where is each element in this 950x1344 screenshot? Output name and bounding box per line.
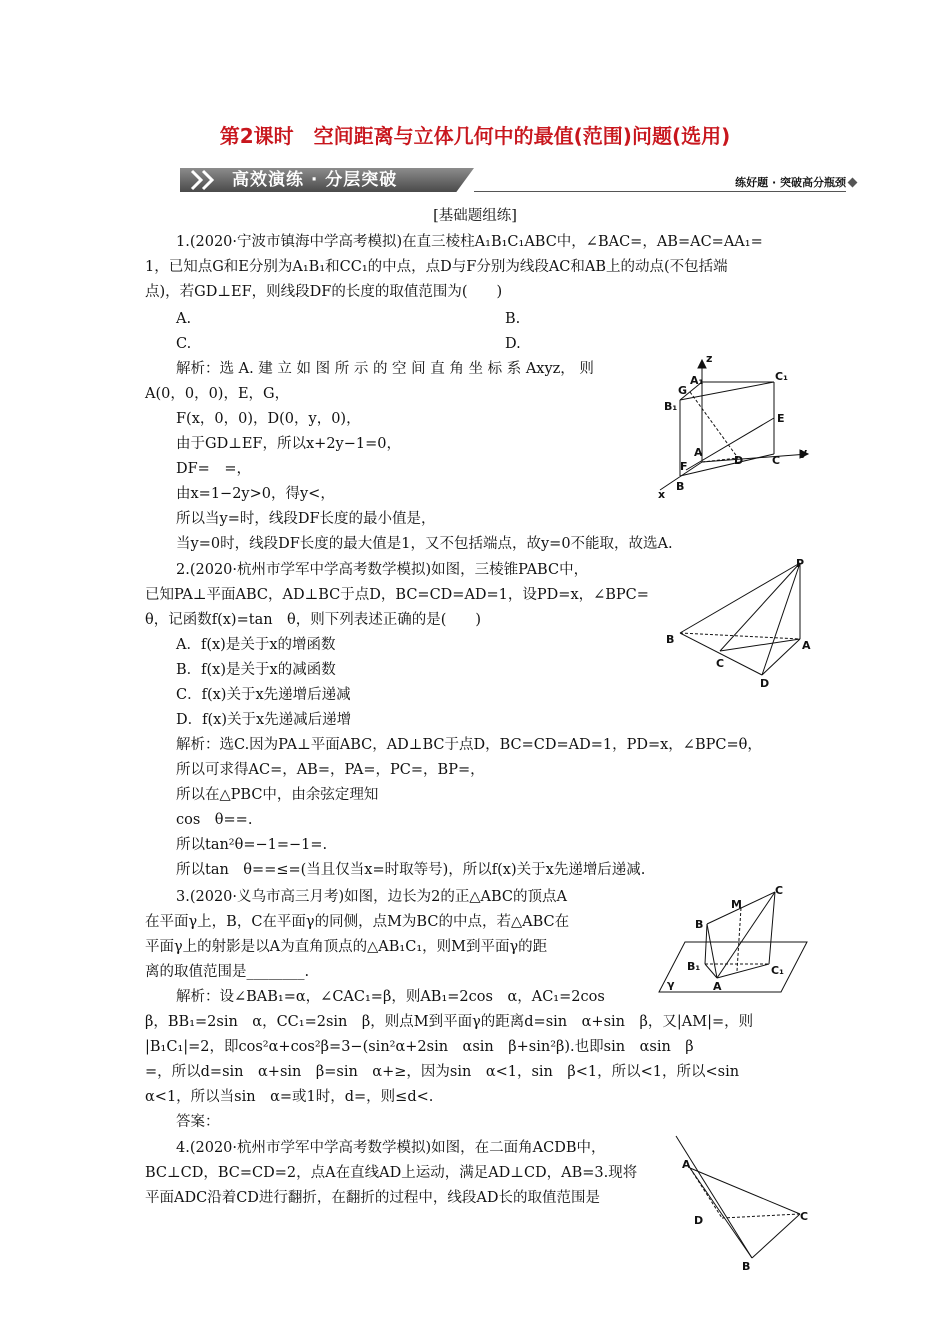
text-line: DF= =， [176,461,251,477]
text-line: 由于GD⊥EF，所以x+2y−1=0， [176,436,401,452]
text-line: C．f(x)关于x先递增后递减 [176,687,351,703]
text-line: 解析：设∠BAB₁=α，∠CAC₁=β，则AB₁=2cos α，AC₁=2cos [176,989,605,1005]
diamond-icon [848,178,858,188]
text-line: |B₁C₁|=2，即cos²α+cos²β=3−(sin²α+2sin αsin β+sin²β).也即sin αsin β [145,1039,694,1055]
fig3-label: A [713,980,722,993]
fig2-label: P [796,557,805,570]
section-heading: [基础题组练] [433,208,517,224]
fig3-label: M [731,898,742,911]
text-line: 当y=0时，线段DF长度的最大值是1，又不包括端点，故y=0不能取，故选A. [176,536,673,552]
fig1-label: A [694,446,703,459]
fig1-label: B₁ [664,400,678,413]
text-line: BC⊥CD，BC=CD=2，点A在直线AD上运动，满足AD⊥CD，AB=3.现将 [145,1165,638,1181]
text-line: A．f(x)是关于x的增函数 [176,637,336,653]
text-line: 离的取值范围是________. [145,964,310,980]
fig3-label: B [695,918,704,931]
fig1-label: E [777,412,785,425]
figure-prism [650,352,815,504]
fig1-label: G [678,384,688,397]
text-line: 所以tan θ==≤=(当且仅当x=时取等号)，所以f(x)关于x先递增后递减. [176,862,646,878]
fig1-label: C₁ [775,370,788,383]
text-line: =，所以d=sin α+sin β=sin α+≥，因为sin α<1，sin β<1，所以<1，所以<sin [145,1064,740,1080]
fig1-label: D [734,454,744,467]
option-d: D. [505,336,521,352]
text-line: 所以tan²θ=−1=−1=. [176,837,328,853]
fig1-label: x [658,488,666,501]
text-line: F(x，0，0)，D(0，y，0)， [176,411,361,427]
text-line: 所以在△PBC中，由余弦定理知 [176,787,379,803]
section-banner [176,160,856,200]
text-line: 点)，若GD⊥EF，则线段DF的长度的取值范围为( ) [145,284,503,300]
fig2-label: C [716,657,725,670]
text-line: cos θ==. [176,812,253,828]
fig1-label: C [772,454,781,467]
fig3-label: C₁ [771,964,784,977]
text-line: β，BB₁=2sin α，CC₁=2sin β，则点M到平面γ的距离d=sin α+sin β，又|AM|=，则 [145,1014,754,1030]
fig3-label: B₁ [687,960,701,973]
figure-pyramid [660,555,820,693]
fig4-label: B [742,1260,751,1273]
text-line: A(0，0，0)，E，G， [145,386,290,402]
banner-divider [474,191,846,192]
fig1-label: z [706,352,713,365]
text-line: 解析：选C.因为PA⊥平面ABC，AD⊥BC于点D，BC=CD=AD=1，PD=x，∠BPC=θ， [176,737,762,753]
text-line: 2.(2020·杭州市学军中学高考数学模拟)如图，三棱锥PABC中， [176,562,589,578]
figure-plane-triangle [655,882,815,1000]
text-line: 平面ADC沿着CD进行翻折，在翻折的过程中，线段AD长的取值范围是 [145,1190,601,1206]
text-line: θ，记函数f(x)=tan θ，则下列表述正确的是( ) [145,612,482,628]
text-line: 1，已知点G和E分别为A₁B₁和CC₁的中点，点D与F分别为线段AC和AB上的动点(不包括端 [145,259,728,275]
fig2-label: A [802,639,811,652]
text-line: D．f(x)关于x先递减后递增 [176,712,352,728]
fig4-label: C [800,1210,809,1223]
text-line: 在平面γ上，B，C在平面γ的同侧，点M为BC的中点，若△ABC在 [145,914,570,930]
text-line: 平面γ上的射影是以A为直角顶点的△AB₁C₁，则M到平面γ的距 [145,939,548,955]
fig1-label: y [800,446,808,459]
text-line: 所以当y=时，线段DF长度的最小值是， [176,511,436,527]
fig1-label: B [676,480,685,493]
text-line: 所以可求得AC=，AB=，PA=，PC=，BP=， [176,762,485,778]
page-title: 第2课时 空间距离与立体几何中的最值(范围)问题(选用) [219,124,731,148]
fig2-label: B [666,633,675,646]
option-a: A. [176,311,192,327]
banner-right-text: 练好题 · 突破高分瓶颈 [735,176,846,189]
text-line: 4.(2020·杭州市学军中学高考数学模拟)如图，在二面角ACDB中， [176,1140,606,1156]
text-line: α<1，所以当sin α=或1时，d=，则≤d<. [145,1089,434,1105]
text-line: 1.(2020·宁波市镇海中学高考模拟)在直三棱柱A₁B₁C₁ABC中，∠BAC=，AB=AC=AA₁= [176,234,763,250]
fig4-label: A [682,1158,691,1171]
text-line: 由x=1−2y>0，得y<， [176,486,335,502]
chevron-right-icon [186,168,226,192]
text-line: 答案： [176,1114,220,1130]
text-line: 解析：选 A. 建 立 如 图 所 示 的 空 间 直 角 坐 标 系 Axyz， 则 [176,361,594,377]
fig4-label: D [694,1214,704,1227]
fig3-label: C [775,884,784,897]
fig2-label: D [760,677,770,690]
text-line: B．f(x)是关于x的减函数 [176,662,336,678]
fig1-label: F [680,460,688,473]
option-c: C. [176,336,192,352]
fig1-label: A₁ [690,374,704,387]
fig3-label: γ [667,978,675,991]
option-b: B. [505,311,521,327]
text-line: 已知PA⊥平面ABC，AD⊥BC于点D，BC=CD=AD=1，设PD=x，∠BPC= [145,587,649,603]
banner-left-text: 高效演练 · 分层突破 [232,170,398,190]
figure-dihedral [672,1132,822,1274]
text-line: 3.(2020·义乌市高三月考)如图，边长为2的正△ABC的顶点A [176,889,567,905]
